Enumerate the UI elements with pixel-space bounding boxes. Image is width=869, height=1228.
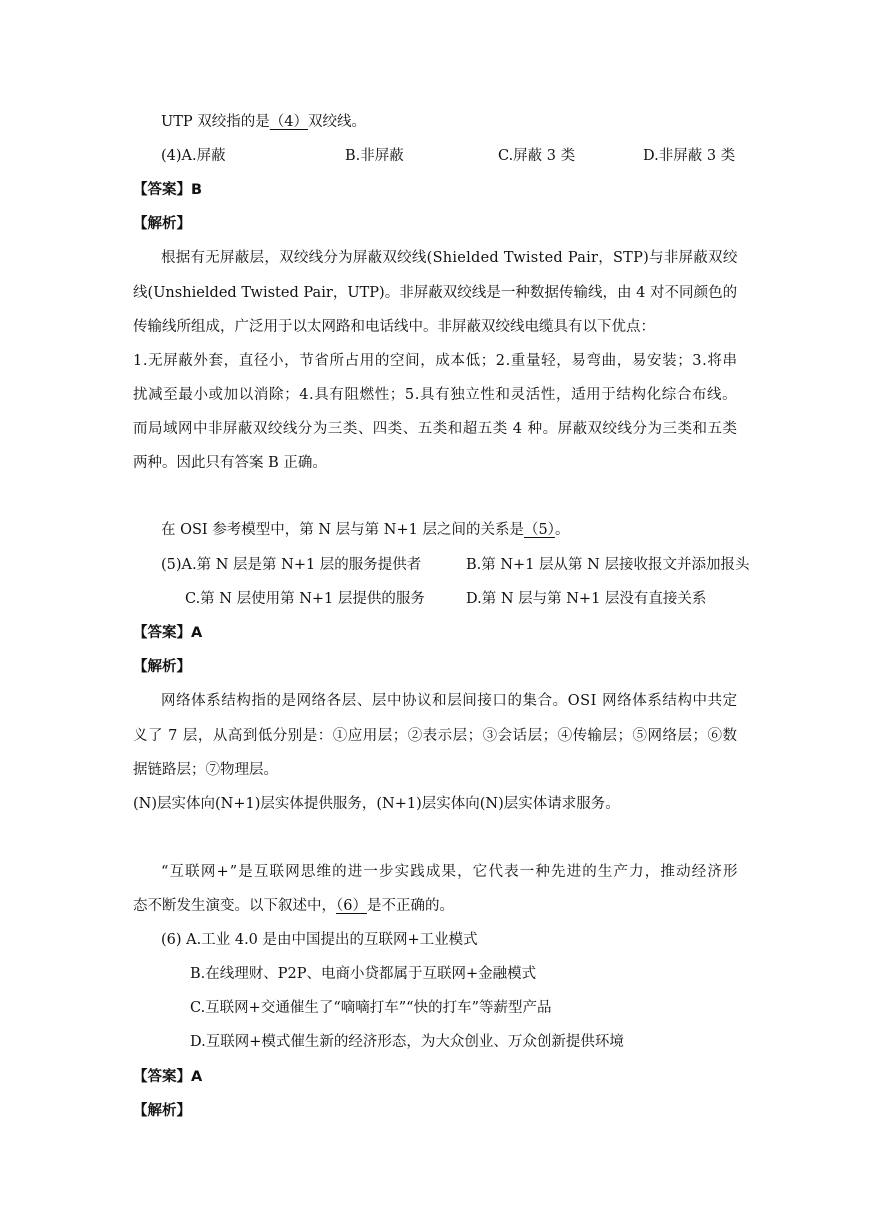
q6-stem-suffix: 是不正确的。 <box>366 898 454 914</box>
q6-option-c: C.互联网+交通催生了“嘀嘀打车”“快的打车”等薪型产品 <box>190 1000 552 1016</box>
q5-answer <box>133 623 202 643</box>
q4-stem-blank: （4） <box>269 114 308 130</box>
q4-analysis-line-5: 扰减至最小或加以消除；4.具有阻燃性；5.具有独立性和灵活性，适用于结构化综合布线。 <box>133 387 738 403</box>
q5-stem-blank: （5） <box>523 522 555 538</box>
q5-answer-value: A <box>191 625 203 641</box>
q6-stem-line-1: “互联网+”是互联网思维的进一步实践成果，它代表一种先进的生产力，推动经济形 <box>161 864 739 880</box>
q5-option-d: D.第 N 层与第 N+1 层没有直接关系 <box>466 591 707 607</box>
q6-answer <box>133 1067 202 1087</box>
q4-analysis-line-3: 传输线所组成，广泛用于以太网路和电话线中。非屏蔽双绞线电缆具有以下优点： <box>133 319 655 335</box>
q5-option-a: (5)A.第 N 层是第 N+1 层的服务提供者 <box>161 557 422 573</box>
q4-analysis-line-2: 线(Unshielded Twisted Pair，UTP)。非屏蔽双绞线是一种数据传输线，由 4 对不同颜色的 <box>133 285 738 301</box>
q4-analysis-line-7: 两种。因此只有答案 B 正确。 <box>133 455 327 471</box>
q6-option-a: (6) A.工业 4.0 是由中国提出的互联网+工业模式 <box>161 932 478 948</box>
q4-option-b: B.非屏蔽 <box>345 148 404 164</box>
q4-analysis-label: 【解析】 <box>133 216 191 232</box>
q6-option-b: B.在线理财、P2P、电商小贷都属于互联网+金融模式 <box>190 966 537 982</box>
q6-stem-prefix: 态不断发生演变。以下叙述中， <box>133 898 336 914</box>
q5-analysis-line-3: 据链路层；⑦物理层。 <box>133 762 278 778</box>
q5-analysis-line-1: 网络体系结构指的是网络各层、层中协议和层间接口的集合。OSI 网络体系结构中共定 <box>161 693 738 709</box>
q6-answer-value: A <box>191 1069 203 1085</box>
q6-answer-label: 【答案】 <box>133 1069 191 1085</box>
q4-analysis-line-1: 根据有无屏蔽层，双绞线分为屏蔽双绞线(Shielded Twisted Pair，STP)与非屏蔽双绞 <box>161 250 738 266</box>
q4-analysis-line-4: 1.无屏蔽外套，直径小，节省所占用的空间，成本低；2.重量轻，易弯曲，易安装；3.将串 <box>133 353 738 369</box>
q4-option-c: C.屏蔽 3 类 <box>498 148 576 164</box>
q4-stem-suffix: 双绞线。 <box>308 114 366 130</box>
q5-option-b: B.第 N+1 层从第 N 层接收报文并添加报头 <box>466 557 750 573</box>
q5-analysis-line-2: 义了 7 层，从高到低分别是：①应用层；②表示层；③会话层；④传输层；⑤网络层；⑥数 <box>133 728 738 744</box>
q4-analysis-line-6: 而局域网中非屏蔽双绞线分为三类、四类、五类和超五类 4 种。屏蔽双绞线分为三类和五类 <box>133 421 738 437</box>
q4-answer-value: B <box>191 182 203 198</box>
q5-answer-label: 【答案】 <box>133 625 191 641</box>
q4-answer <box>133 180 202 200</box>
q5-stem <box>161 520 569 540</box>
q4-stem <box>161 112 366 132</box>
q6-option-d: D.互联网+模式催生新的经济形态，为大众创业、万众创新提供环境 <box>190 1034 624 1050</box>
q4-stem-prefix: UTP 双绞指的是 <box>161 114 270 130</box>
q4-answer-label: 【答案】 <box>133 182 191 198</box>
q4-option-d: D.非屏蔽 3 类 <box>643 148 736 164</box>
q5-stem-prefix: 在 OSI 参考模型中，第 N 层与第 N+1 层之间的关系是 <box>161 522 524 538</box>
q4-option-a: (4)A.屏蔽 <box>161 148 226 164</box>
q6-stem-blank: （6） <box>336 898 367 914</box>
q5-stem-suffix: 。 <box>554 522 570 538</box>
q5-analysis-line-4: (N)层实体向(N+1)层实体提供服务，(N+1)层实体向(N)层实体请求服务。 <box>133 796 620 812</box>
q6-analysis-label: 【解析】 <box>133 1103 191 1119</box>
q6-stem-line-2 <box>133 896 454 916</box>
q5-option-c: C.第 N 层使用第 N+1 层提供的服务 <box>185 591 425 607</box>
q5-analysis-label: 【解析】 <box>133 659 191 675</box>
